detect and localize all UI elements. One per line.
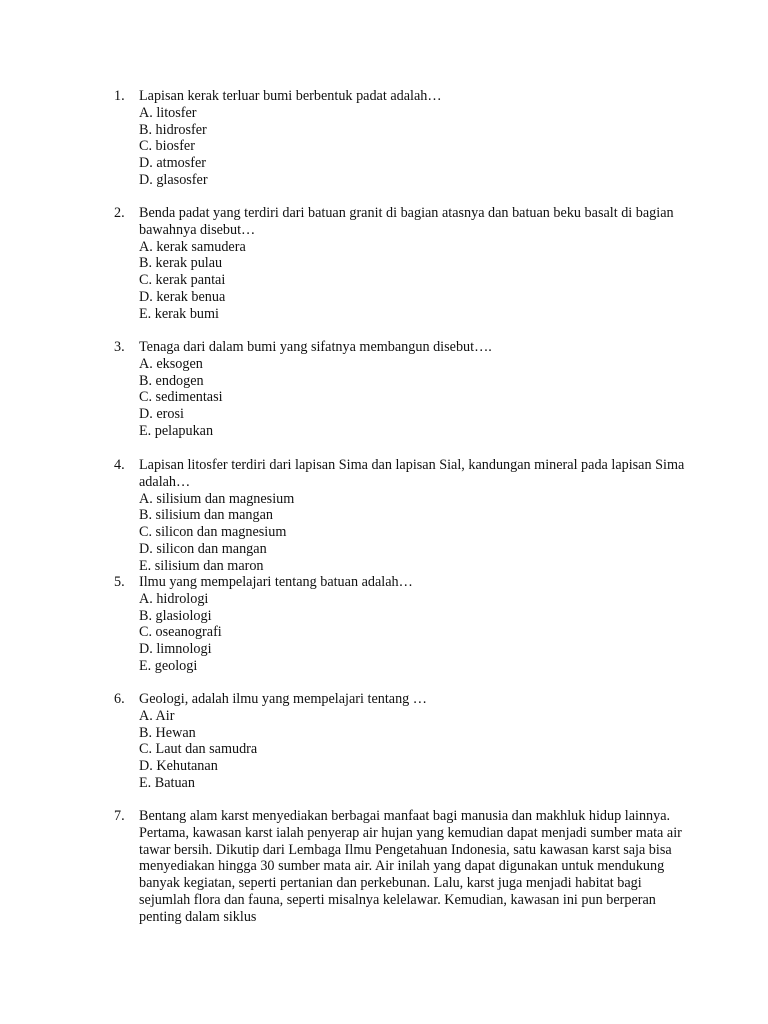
option-list xyxy=(139,591,694,675)
question-3 xyxy=(114,339,694,440)
option-d: D. limnologi xyxy=(139,641,212,658)
question-number: 1. xyxy=(114,88,125,104)
option-a: A. Air xyxy=(139,707,175,724)
option-a: A. silisium dan magnesium xyxy=(139,490,295,507)
option-c: C. kerak pantai xyxy=(139,272,226,289)
question-text: Geologi, adalah ilmu yang mempelajari tentang … xyxy=(139,691,427,707)
question-text: Bentang alam karst menyediakan berbagai manfaat bagi manusia dan makhluk hidup lainnya. Pertama, kawasan karst ialah penyerap air hujan yang kemudian dapat menjadi sumber mata air tawar bersih. Dikutip dari Lembaga Ilmu Pengetahuan Indonesia, satu kawasan karst saja bisa menyediakan hingga 30 sumber mata air. Air inilah yang dapat digunakan untuk mendukung banyak kegiatan, seperti pertanian dan perkebunan. Lalu, karst juga menjadi habitat bagi sejumlah flora dan fauna, seperti misalnya kelelawar. Kemudian, kawasan ini pun berperan penting dalam siklus xyxy=(139,808,682,925)
option-list xyxy=(139,105,694,189)
question-2 xyxy=(114,205,694,323)
option-a: A. kerak samudera xyxy=(139,238,246,255)
question-5 xyxy=(114,574,694,675)
question-text: Lapisan kerak terluar bumi berbentuk padat adalah… xyxy=(139,88,442,104)
option-list xyxy=(139,239,694,323)
option-e: E. geologi xyxy=(139,657,198,674)
question-6 xyxy=(114,691,694,792)
option-b: B. kerak pulau xyxy=(139,255,223,272)
option-e: D. glasosfer xyxy=(139,171,208,188)
option-b: B. endogen xyxy=(139,372,204,389)
option-b: B. Hewan xyxy=(139,724,196,741)
question-number: 5. xyxy=(114,574,125,590)
option-a: A. eksogen xyxy=(139,355,203,372)
option-list xyxy=(139,491,694,575)
option-d: D. kerak benua xyxy=(139,288,226,305)
option-d: D. Kehutanan xyxy=(139,758,218,775)
option-e: E. kerak bumi xyxy=(139,305,219,322)
question-number: 6. xyxy=(114,691,125,707)
option-c: C. sedimentasi xyxy=(139,389,223,406)
option-e: E. Batuan xyxy=(139,774,195,791)
option-e: E. pelapukan xyxy=(139,422,214,439)
option-d: D. atmosfer xyxy=(139,155,206,172)
option-a: A. litosfer xyxy=(139,104,197,121)
option-list xyxy=(139,356,694,440)
question-text: Tenaga dari dalam bumi yang sifatnya membangun disebut…. xyxy=(139,339,492,355)
option-c: C. biosfer xyxy=(139,138,195,155)
option-c: C. Laut dan samudra xyxy=(139,741,258,758)
option-c: C. silicon dan magnesium xyxy=(139,524,287,541)
question-number: 2. xyxy=(114,205,125,221)
option-d: D. erosi xyxy=(139,406,184,423)
option-a: A. hidrologi xyxy=(139,590,209,607)
question-4 xyxy=(114,457,694,575)
question-text: Lapisan litosfer terdiri dari lapisan Sima dan lapisan Sial, kandungan mineral pada lapisan Sima adalah… xyxy=(139,457,685,490)
option-b: B. glasiologi xyxy=(139,607,212,624)
option-b: B. hidrosfer xyxy=(139,121,207,138)
question-text: Benda padat yang terdiri dari batuan granit di bagian atasnya dan batuan beku basalt di bagian bawahnya disebut… xyxy=(139,205,674,238)
question-number: 3. xyxy=(114,339,125,355)
option-c: C. oseanografi xyxy=(139,624,222,641)
question-1 xyxy=(114,88,694,189)
question-number: 7. xyxy=(114,808,125,824)
option-list xyxy=(139,708,694,792)
question-number: 4. xyxy=(114,457,125,473)
option-b: B. silisium dan mangan xyxy=(139,507,273,524)
question-text: Ilmu yang mempelajari tentang batuan adalah… xyxy=(139,574,413,590)
option-e: E. silisium dan maron xyxy=(139,557,264,574)
option-d: D. silicon dan mangan xyxy=(139,540,267,557)
question-7 xyxy=(114,808,694,926)
